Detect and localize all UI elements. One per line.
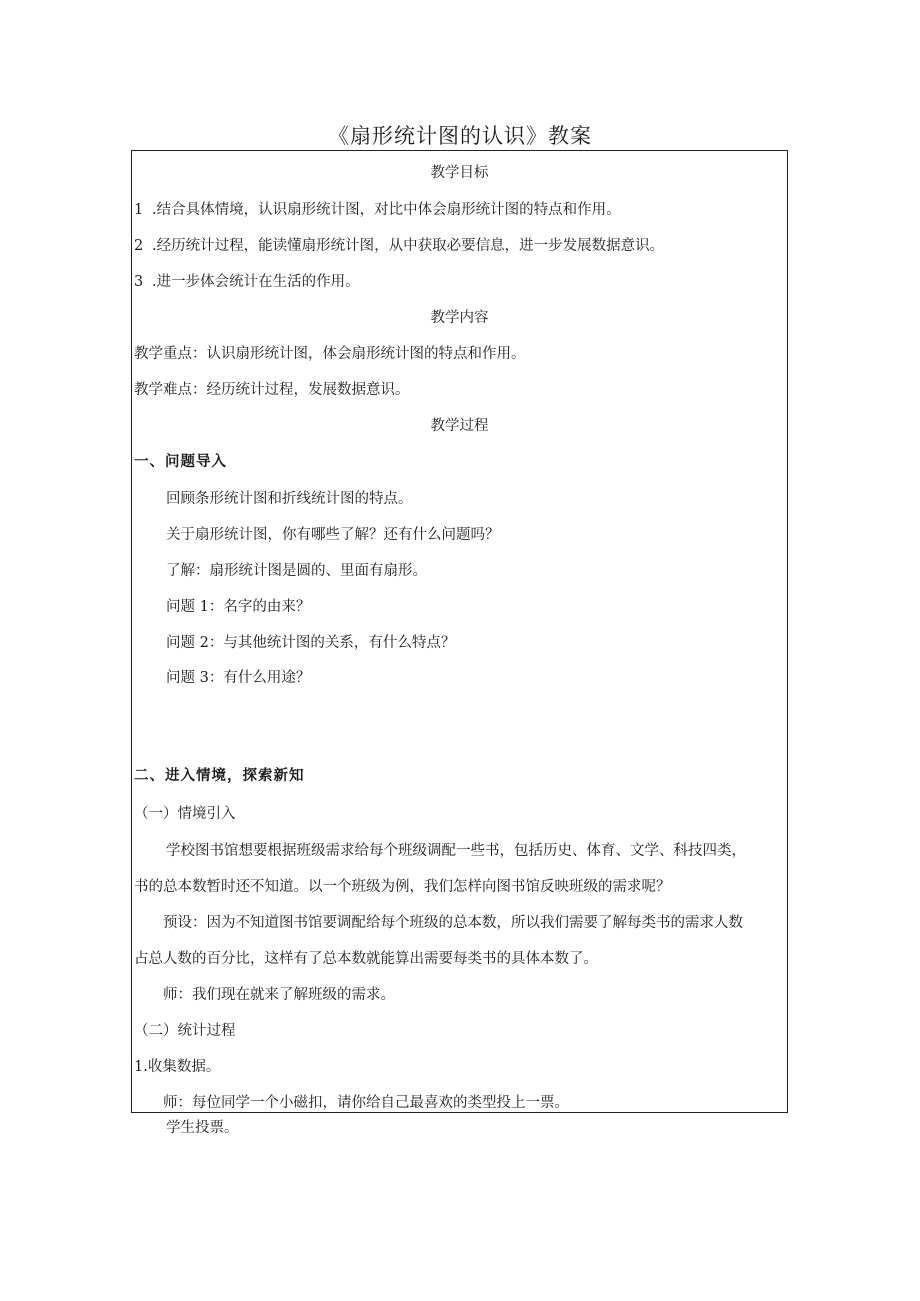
content-heading: 教学内容 (430, 310, 489, 326)
goal-text: .进一步体会统计在生活的作用。 (152, 274, 360, 290)
step-heading: 1.收集数据。 (134, 1059, 221, 1075)
section1-heading: 一、问题导入 (134, 453, 227, 470)
goal-number: 3 (134, 274, 144, 290)
section1-line: 问题 1：名字的由来？ (166, 599, 311, 615)
goals-heading: 教学目标 (430, 165, 489, 181)
goal-item (134, 200, 621, 220)
section1-line: 问题 2：与其他统计图的关系，有什么特点？ (166, 635, 456, 651)
paragraph-line: 学生投票。 (166, 1120, 239, 1136)
goal-number: 2 (134, 238, 144, 254)
paragraph-line: 师：我们现在就来了解班级的需求。 (163, 987, 395, 1003)
goal-number: 1 (134, 202, 144, 218)
paragraph-line: 占总人数的百分比，这样有了总本数就能算出需要每类书的具体本数了。 (134, 951, 598, 967)
paragraph-line: 学校图书馆想要根据班级需求给每个班级调配一些书，包括历史、体育、文学、科技四类， (166, 843, 746, 859)
goal-item (134, 236, 664, 256)
paragraph-line: 预设：因为不知道图书馆要调配给每个班级的总本数，所以我们需要了解每类书的需求人数 (163, 915, 743, 931)
section2-heading: 二、进入情境，探索新知 (134, 767, 305, 784)
section1-line: 关于扇形统计图，你有哪些了解？还有什么问题吗？ (166, 527, 500, 543)
section1-line: 问题 3：有什么用途？ (166, 670, 311, 686)
paragraph-line: 师：每位同学一个小磁扣，请你给自己最喜欢的类型投上一票。 (163, 1095, 569, 1111)
subsection-heading: （一）情境引入 (134, 806, 236, 822)
document-title: 《扇形统计图的认识》教案 (328, 124, 592, 148)
goal-text: .结合具体情境，认识扇形统计图，对比中体会扇形统计图的特点和作用。 (152, 202, 621, 218)
subsection-heading: （二）统计过程 (134, 1023, 236, 1039)
difficulty-point: 教学难点：经历统计过程，发展数据意识。 (134, 382, 410, 398)
key-point: 教学重点：认识扇形统计图，体会扇形统计图的特点和作用。 (134, 346, 526, 362)
process-heading: 教学过程 (430, 418, 489, 434)
paragraph-line: 书的总本数暂时还不知道。以一个班级为例，我们怎样向图书馆反映班级的需求呢？ (134, 879, 671, 895)
section1-line: 回顾条形统计图和折线统计图的特点。 (166, 491, 413, 507)
goal-item (134, 272, 360, 292)
goal-text: .经历统计过程，能读懂扇形统计图，从中获取必要信息，进一步发展数据意识。 (152, 238, 665, 254)
section1-line: 了解：扇形统计图是圆的、里面有扇形。 (166, 563, 427, 579)
